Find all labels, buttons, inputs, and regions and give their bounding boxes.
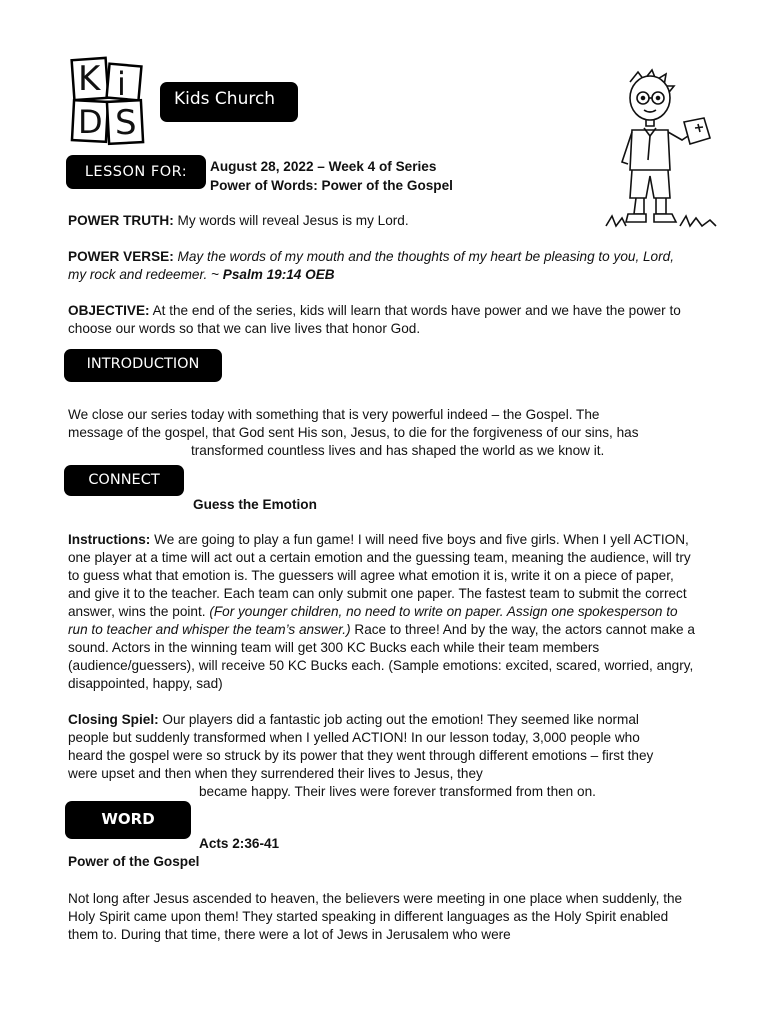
logo-letter-s: S: [115, 103, 137, 143]
kids-logo: [70, 55, 148, 147]
word-text: Not long after Jesus ascended to heaven, the believers were meeting in one place when suddenly, the Holy Spirit came upon them! They started speaking in different languages as the Holy Spirit enabled them to. During that time, there were a lot of Jews in Jerusalem who were: [68, 891, 683, 942]
objective-label: OBJECTIVE:: [68, 303, 150, 318]
power-verse-label: POWER VERSE:: [68, 249, 174, 264]
word-pill: WORD: [65, 801, 191, 839]
instructions-text: We are going to play a fun game! I will need five boys and five girls. When I yell ACTION, one player at a time will act out a certain emotion and the guessing team, meaning the audience, will try to guess what that emotion is. The guessers will agree what emotion it is, write it on a piece of paper, and give it to the teacher. Each team can only submit one paper. The fastest team to submit the correct answer, wins the point.: [68, 532, 691, 619]
introduction-line-3: transformed countless lives and has shaped the world as we know it.: [191, 443, 605, 458]
power-verse-ref: Psalm 19:14 OEB: [222, 267, 335, 282]
introduction-line-2: message of the gospel, that God sent His son, Jesus, to die for the forgiveness of our sins, has: [68, 425, 639, 440]
logo-letter-i: i: [117, 65, 126, 103]
closing-text: Our players did a fantastic job acting out the emotion! They seemed like normal people but suddenly transformed when I yelled ACTION! In our lesson today, 3,000 people who heard the gospel were so struck by its power that they went through different emotions – first they were upset and then when they surrendered their lives to Jesus, they: [68, 712, 654, 781]
instructions: [68, 531, 698, 693]
introduction-line-1: We close our series today with something that is very powerful indeed – the Gospel. The: [68, 407, 600, 422]
power-verse-text: May the words of my mouth and the thoughts of my heart be pleasing to you, Lord, my rock and redeemer. ~: [68, 249, 674, 282]
lesson-series: Power of Words: Power of the Gospel: [210, 178, 453, 193]
power-truth: [68, 212, 708, 230]
game-title: Guess the Emotion: [193, 497, 317, 512]
power-verse: [68, 248, 678, 284]
lesson-date: August 28, 2022 – Week 4 of Series: [210, 159, 437, 174]
logo-letter-k: K: [78, 59, 101, 99]
power-truth-label: POWER TRUTH:: [68, 213, 174, 228]
closing-line-last: became happy. Their lives were forever transformed from then on.: [199, 784, 596, 799]
kids-church-pill: Kids Church: [160, 82, 298, 122]
word-subtitle: Power of the Gospel: [68, 854, 200, 869]
scripture-reference: Acts 2:36-41: [199, 836, 280, 851]
closing-label: Closing Spiel:: [68, 712, 159, 727]
instructions-rest: Race to three! And by the way, the actors cannot make a sound. Actors in the winning team will get 300 KC Bucks each while their team members (audience/guessers), will receive 50 KC Bucks each. (Sample emotions: excited, scared, worried, angry, disappointed, happy, sad): [68, 622, 695, 691]
closing-spiel: [68, 711, 678, 783]
boy-holding-bible-illustration: [600, 66, 730, 232]
lesson-for-pill: LESSON FOR:: [66, 155, 206, 189]
introduction-pill: INTRODUCTION: [64, 349, 222, 382]
logo-letter-d: D: [78, 103, 103, 141]
objective: [68, 302, 690, 338]
connect-pill: CONNECT: [64, 465, 184, 496]
instructions-italic: (For younger children, no need to write on paper. Assign one spokesperson to run to teacher and whisper the team’s answer.): [68, 604, 678, 637]
power-truth-text: My words will reveal Jesus is my Lord.: [173, 213, 409, 228]
instructions-label: Instructions:: [68, 532, 151, 547]
objective-text: At the end of the series, kids will learn that words have power and we have the power to choose our words so that we can live lives that honor God.: [68, 303, 681, 336]
